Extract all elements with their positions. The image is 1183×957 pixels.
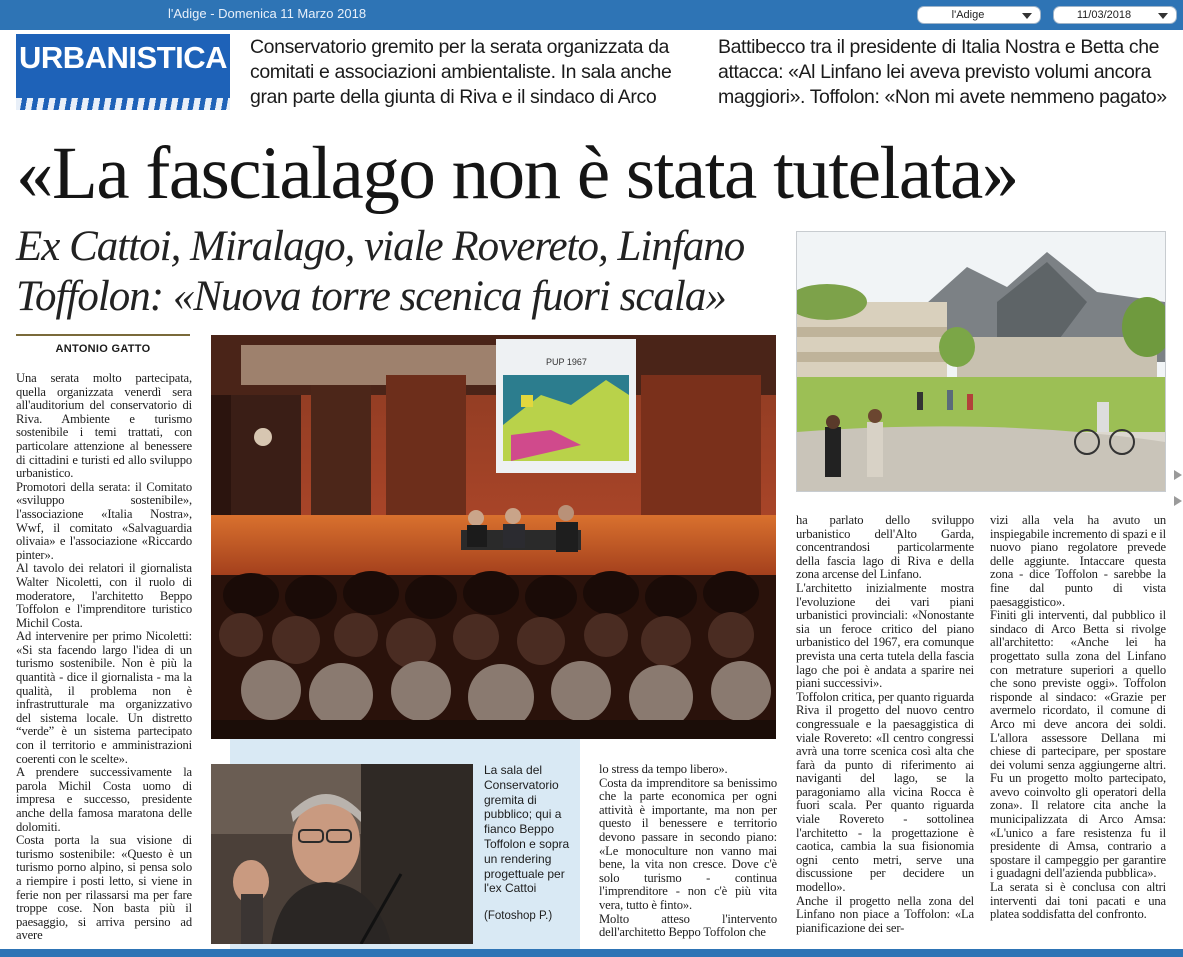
paragraph: vizi alla vela ha avuto un inspiegabile incremento di spazi e il nuovo piano regolatore prevede delle aggiunte. Intaccare questa zona - dice Toffolon - sarebbe la fine dal punto di vista paesaggistico». bbox=[990, 514, 1166, 609]
paragraph: Finiti gli interventi, dal pubblico il sindaco di Arco Betta si rivolge all'architetto: «Anche lei ha progettato sulla zona del Linfano con metrature superiori a quello che sono previste oggi». Toffolon risponde al sindaco: «Grazie per avermelo ricordato, il comune di Arco mi deve ancora dei soldi. L'allora assessore Dellana mi chiese di partecipare, per spostare dei volumi senza aggiungerne altri. Fu un progetto molto partecipato, avevo coinvolto gli operatori della zona». Il relatore cita anche la municipalizzata di Arco Amsa: «L'unico a fare resistenza fu il presidente di Amsa, contrario a spostare il campeggio per garantire i guadagni dell'azienda pubblica». bbox=[990, 608, 1166, 881]
article-column-4 bbox=[990, 514, 1166, 950]
paragraph: Al tavolo dei relatori il giornalista Walter Nicoletti, con il ruolo di moderatore, l'architetto Beppo Toffolon e l'imprenditore turistico Michil Costa. bbox=[16, 561, 192, 630]
newspaper-select[interactable] bbox=[917, 6, 1041, 24]
paragraph: lo stress da tempo libero». bbox=[599, 763, 728, 776]
section-label: URBANISTICA bbox=[18, 40, 228, 75]
article-column-2 bbox=[599, 763, 777, 949]
subheadline-line-2: Toffolon: «Nuova torre scenica fuori scala» bbox=[16, 273, 726, 320]
paragraph: Costa porta la sua visione di turismo sostenibile: «Questo è un turismo porno alpino, si pensa solo a riempire i posti letto, si viene in ferie non per rilassarsi ma per fare troppe cose. Non basta più il paesaggio, si arriva persino ad avere bbox=[16, 833, 192, 943]
headline: «La fascialago non è stata tutelata» bbox=[16, 132, 1018, 215]
date-select[interactable] bbox=[1053, 6, 1177, 24]
deck-right: Battibecco tra il presidente di Italia Nostra e Betta che attacca: «Al Linfano lei aveva previsto volumi ancora maggiori». Toffolon: «Non mi avete nemmeno pagato» bbox=[718, 36, 1167, 108]
viewer-title: l'Adige - Domenica 11 Marzo 2018 bbox=[168, 6, 367, 21]
arrow-right-icon bbox=[1174, 496, 1182, 506]
byline: ANTONIO GATTO bbox=[55, 343, 151, 355]
paragraph: Molto atteso l'intervento dell'architetto Beppo Toffolon che bbox=[599, 911, 777, 940]
subheadline bbox=[16, 222, 786, 322]
chevron-down-icon bbox=[1022, 13, 1032, 19]
deck-left: Conservatorio gremito per la serata organizzata da comitati e associazioni ambientaliste. In sala anche gran parte della giunta di Riva e il sindaco di Arco bbox=[250, 36, 672, 108]
paragraph: Costa da imprenditore sa benissimo che la parte economica per ogni attività è importante, ma non per questo il benessere e territorio devono passare in secondo piano: «Le monoculture non vanno mai bene, la vita non cresce. Dove c'è solo turismo - continua l'imprenditore - non c'è più vita vera, tutto è finto». bbox=[599, 775, 777, 912]
paragraph: A prendere successivamente la parola Michil Costa uomo di impresa e successo, presidente anche della famosa maratona delle dolomiti. bbox=[16, 765, 192, 834]
paragraph: Una serata molto partecipata, quella organizzata venerdì sera all'auditorium del conservatorio di Riva. Ambiente e turismo sostenibile i temi trattati, con particolare attenzione al benessere di cittadini e turisti ed allo sviluppo urbanistico. bbox=[16, 372, 192, 481]
byline-rule bbox=[16, 334, 190, 336]
slide-label: PUP 1967 bbox=[546, 357, 587, 367]
newspaper-select-value: l'Adige bbox=[951, 9, 985, 21]
photo-credit: (Fotoshop P.) bbox=[484, 910, 553, 922]
paragraph: Toffolon critica, per quanto riguarda Riva il progetto del nuovo centro congressuale e la paesaggistica di viale Rovereto: «Il centro congressi avrà una torre scenica così alta che farà da punto di riferimento ai naviganti del lago, se la paragoniamo alla vicina Rocca è fuori scala. Per quanto riguarda viale Rovereto - sottolinea l'architetto - la progettazione è caotica, cambia la sua fisionomia ogni cento metri, serve una discussione per decidere un modello». bbox=[796, 689, 974, 895]
paragraph: Promotori della serata: il Comitato «sviluppo sostenibile», l'associazione «Italia Nostra», Wwf, il comitato «Salvaguardia olivaia» e l'associazione «Riccardo pinter». bbox=[16, 479, 192, 562]
article-column-3 bbox=[796, 514, 974, 950]
paragraph: ha parlato dello sviluppo urbanistico dell'Alto Garda, concentrandosi particolarmente della fascia lago di Riva e della zona arcense del Linfano. bbox=[796, 514, 974, 582]
page-scroll-arrows[interactable] bbox=[1174, 470, 1182, 515]
speaker-photo bbox=[211, 764, 473, 944]
auditorium-photo bbox=[211, 335, 776, 739]
article-column-1 bbox=[16, 372, 192, 948]
rendering-photo bbox=[796, 231, 1166, 492]
paragraph: Ad intervenire per primo Nicoletti: «Si sta facendo largo l'idea di un turismo sostenibile. Non è più la quantità - dice il giornalista - ma la qualità, il problema non è infrastrutturale ma organizzativo del sistema locale. Un distretto “verde” è un sistema partecipato con il territorio e amministrazioni coerenti con le scelte». bbox=[16, 629, 192, 766]
subheadline-line-1: Ex Cattoi, Miralago, viale Rovereto, Linfano bbox=[16, 223, 745, 270]
paragraph: Anche il progetto nella zona del Linfano non piace a Toffolon: «La pianificazione dei ser- bbox=[796, 893, 974, 935]
paragraph: L'architetto inizialmente mostra l'evoluzione dei vari piani urbanistici provinciali: «Nonostante sia un feroce critico del piano urbanistico del 1967, era comunque prevista una certa tutela della fascia lago che poi è andata a sparire nei piani successivi». bbox=[796, 580, 974, 691]
viewer-bottom-bar bbox=[0, 949, 1183, 957]
torn-edge-decoration bbox=[16, 98, 230, 116]
arrow-right-icon bbox=[1174, 470, 1182, 480]
chevron-down-icon bbox=[1158, 13, 1168, 19]
date-select-value: 11/03/2018 bbox=[1076, 9, 1132, 21]
section-tag bbox=[16, 34, 230, 116]
photo-caption: La sala del Conservatorio gremita di pubblico; qui a fianco Beppo Toffolon e sopra un rendering progettuale per l'ex Cattoi bbox=[484, 763, 570, 896]
paragraph: La serata si è conclusa con altri interventi dai toni pacati e una platea soddisfatta del confronto. bbox=[990, 880, 1166, 922]
viewer-toolbar bbox=[0, 0, 1183, 30]
